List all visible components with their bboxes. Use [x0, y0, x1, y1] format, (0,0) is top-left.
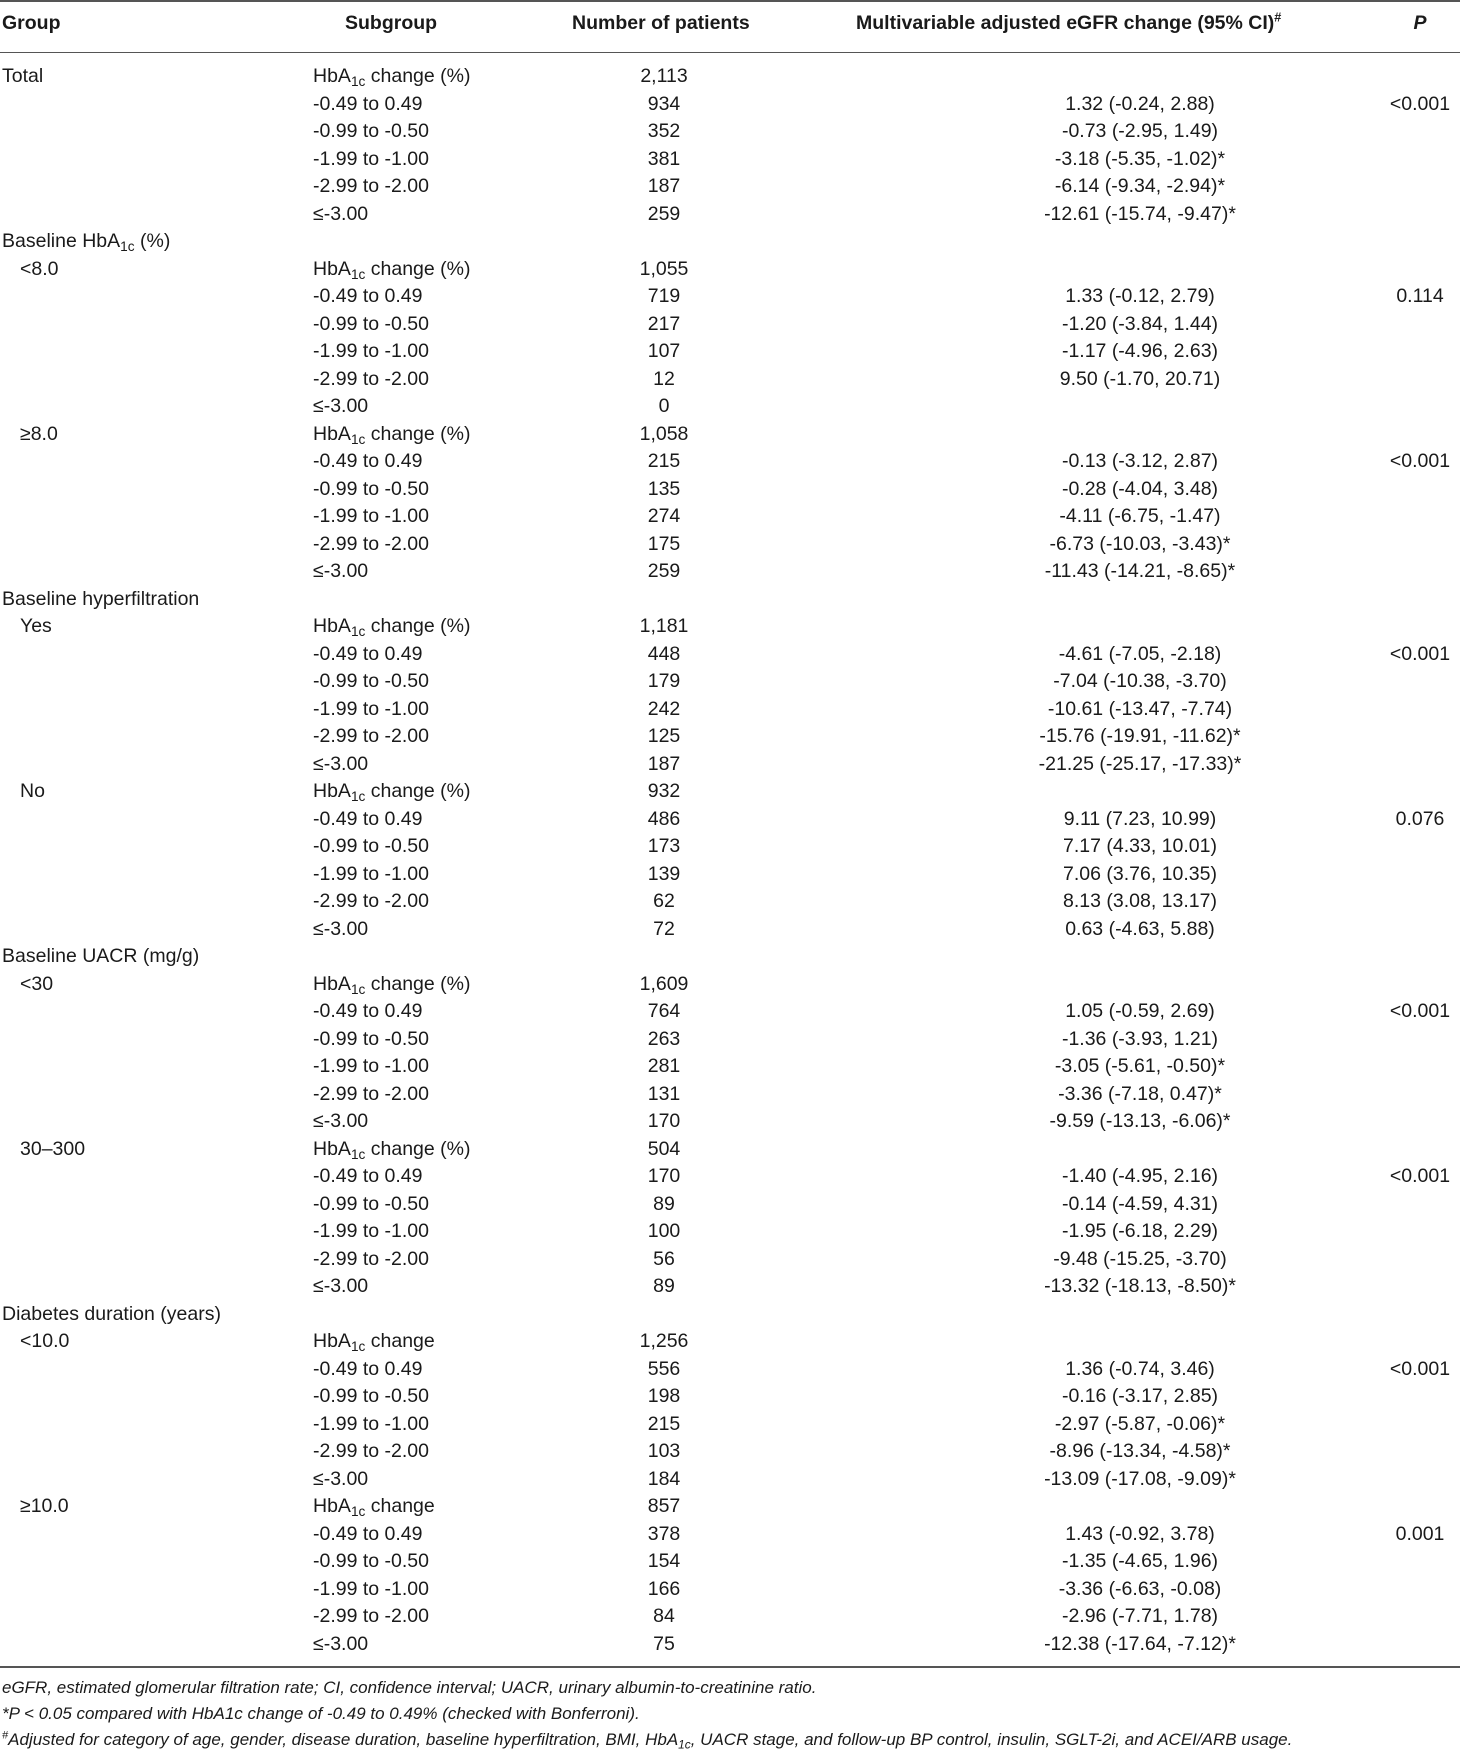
egfr-estimate: 1.36 (-0.74, 3.46)	[1065, 1357, 1215, 1380]
hba1c-suffix: change (%)	[365, 1137, 471, 1160]
band-label: ≤-3.00	[313, 917, 369, 940]
egfr-estimate: 1.32 (-0.24, 2.88)	[1065, 92, 1215, 115]
patients-count: 184	[647, 1467, 681, 1490]
patients-count: 242	[647, 697, 681, 720]
egfr-estimate: -0.16 (-3.17, 2.85)	[1061, 1385, 1219, 1407]
p-value: <0.001	[1389, 1000, 1451, 1022]
header-p-value: P	[1413, 12, 1427, 34]
hba1c-sub: 1c	[350, 74, 366, 90]
egfr-estimate: -1.17 (-4.96, 2.63)	[1061, 340, 1219, 362]
band-label: -1.99 to -1.00	[313, 1055, 429, 1077]
band-label: -0.49 to 0.49	[313, 1522, 423, 1545]
p-value: <0.001	[1389, 1357, 1451, 1380]
egfr-estimate: -3.18 (-5.35, -1.02)*	[1054, 147, 1226, 170]
patients-count: 100	[647, 1220, 681, 1242]
egfr-estimate: -1.35 (-4.65, 1.96)	[1061, 1550, 1219, 1572]
band-label: -2.99 to -2.00	[313, 367, 429, 390]
hba1c-suffix: change (%)	[365, 780, 471, 802]
patients-count: 170	[647, 1110, 681, 1132]
footnote-adjustment	[2, 1729, 1292, 1751]
group-label: ≥8.0	[20, 422, 58, 445]
band-label: -2.99 to -2.00	[313, 1247, 429, 1270]
egfr-estimate: -3.36 (-7.18, 0.47)*	[1058, 1082, 1222, 1105]
egfr-estimate: -8.96 (-13.34, -4.58)*	[1049, 1440, 1231, 1462]
band-label: -2.99 to -2.00	[313, 175, 429, 197]
header-adjusted-egfr-change	[856, 10, 1281, 36]
hba1c-text: HbA	[313, 1137, 351, 1160]
band-label: -1.99 to -1.00	[313, 697, 429, 720]
p-value: 0.076	[1395, 807, 1445, 830]
band-label: -0.49 to 0.49	[313, 450, 423, 472]
section-label-text: Baseline hyperfiltration	[2, 587, 200, 610]
band-label: -1.99 to -1.00	[313, 147, 429, 170]
footnote-adjustment-after: , UACR stage, and follow-up BP control, insulin, SGLT-2i, and ACEI/ARB usage.	[690, 1730, 1293, 1749]
patients-count: 448	[647, 642, 681, 665]
egfr-estimate: -1.40 (-4.95, 2.16)	[1061, 1165, 1219, 1187]
patients-count: 62	[653, 890, 675, 912]
egfr-estimate: -4.61 (-7.05, -2.18)	[1058, 642, 1222, 665]
hba1c-change-label	[313, 971, 471, 997]
group-label: 30–300	[20, 1137, 86, 1160]
egfr-estimate: 7.17 (4.33, 10.01)	[1063, 835, 1217, 857]
egfr-estimate: -9.48 (-15.25, -3.70)	[1053, 1247, 1227, 1270]
table-bottom-rule	[0, 1666, 1460, 1668]
band-label: ≤-3.00	[313, 560, 369, 582]
hba1c-change-label	[313, 256, 471, 282]
group-label: <10.0	[20, 1330, 70, 1352]
patients-count: 135	[647, 477, 681, 500]
header-subgroup: Subgroup	[345, 12, 438, 34]
total-patients: 1,181	[639, 615, 689, 637]
patients-count: 198	[647, 1385, 681, 1407]
band-label: -0.49 to 0.49	[313, 1357, 423, 1380]
patients-count: 215	[647, 450, 681, 472]
hba1c-change-label	[313, 1328, 435, 1354]
patients-count: 12	[653, 367, 675, 390]
patients-count: 274	[647, 505, 681, 527]
band-label: ≤-3.00	[313, 752, 369, 775]
band-label: -1.99 to -1.00	[313, 1577, 429, 1600]
hba1c-sub: 1c	[350, 624, 366, 640]
total-patients: 504	[647, 1137, 681, 1160]
header-estimate-sup: #	[1274, 10, 1282, 25]
band-label: -2.99 to -2.00	[313, 725, 429, 747]
total-patients: 1,058	[639, 422, 689, 445]
egfr-estimate: -2.96 (-7.71, 1.78)	[1061, 1605, 1219, 1627]
footnote-abbreviations: eGFR, estimated glomerular filtration rate; CI, confidence interval; UACR, urinary albumin-to-creatinine ratio.	[2, 1678, 817, 1697]
patients-count: 75	[653, 1632, 675, 1655]
hba1c-sub: 1c	[350, 431, 366, 447]
band-label: -0.99 to -0.50	[313, 1385, 429, 1407]
egfr-estimate: -15.76 (-19.91, -11.62)*	[1039, 725, 1241, 747]
patients-count: 352	[647, 120, 681, 142]
section-label-text: Baseline UACR (mg/g)	[2, 945, 200, 967]
patients-count: 0	[658, 395, 670, 417]
patients-count: 175	[647, 532, 681, 555]
header-bottom-rule	[0, 52, 1460, 53]
band-label: ≤-3.00	[313, 1632, 369, 1655]
band-label: -2.99 to -2.00	[313, 1605, 429, 1627]
total-patients: 2,113	[640, 65, 688, 87]
patients-count: 556	[647, 1357, 681, 1380]
header-number-of-patients: Number of patients	[572, 12, 750, 34]
egfr-estimate: -0.14 (-4.59, 4.31)	[1061, 1192, 1219, 1215]
egfr-estimate: -1.95 (-6.18, 2.29)	[1061, 1220, 1219, 1242]
hba1c-text: HbA	[313, 1330, 351, 1352]
band-label: -0.49 to 0.49	[313, 285, 423, 307]
hba1c-suffix: change	[365, 1330, 435, 1352]
band-label: -0.49 to 0.49	[313, 1165, 423, 1187]
egfr-estimate: -0.13 (-3.12, 2.87)	[1061, 450, 1219, 472]
egfr-estimate: -4.11 (-6.75, -1.47)	[1059, 505, 1221, 527]
total-patients: 932	[647, 780, 681, 802]
section-label-sub: 1c	[120, 239, 135, 255]
egfr-estimate: 0.63 (-4.63, 5.88)	[1065, 917, 1215, 940]
egfr-estimate: 9.11 (7.23, 10.99)	[1063, 807, 1217, 830]
hba1c-suffix: change (%)	[365, 257, 471, 280]
hba1c-suffix: change (%)	[365, 422, 471, 445]
band-label: -2.99 to -2.00	[313, 1082, 429, 1105]
hba1c-suffix: change (%)	[365, 65, 471, 87]
hba1c-sub: 1c	[350, 266, 366, 282]
patients-count: 170	[647, 1165, 681, 1187]
band-label: ≤-3.00	[313, 1467, 369, 1490]
egfr-estimate: -13.09 (-17.08, -9.09)*	[1044, 1467, 1236, 1490]
patients-count: 187	[647, 175, 681, 197]
hba1c-sub: 1c	[350, 789, 366, 805]
footnote-significance: *P < 0.05 compared with HbA1c change of -0.49 to 0.49% (checked with Bonferroni).	[2, 1704, 640, 1723]
hba1c-change-label	[313, 1493, 435, 1519]
band-label: ≤-3.00	[313, 1110, 369, 1132]
band-label: -1.99 to -1.00	[313, 1412, 429, 1435]
hba1c-change-label	[313, 1136, 471, 1162]
p-value: 0.001	[1395, 1522, 1445, 1545]
hba1c-sub: 1c	[350, 1504, 366, 1520]
hba1c-suffix: change (%)	[365, 615, 471, 637]
group-label: Yes	[20, 615, 52, 637]
patients-count: 173	[647, 835, 681, 857]
hba1c-text: HbA	[313, 422, 351, 445]
patients-count: 378	[647, 1522, 681, 1545]
patients-count: 215	[647, 1412, 681, 1435]
egfr-estimate: -6.14 (-9.34, -2.94)*	[1054, 175, 1226, 197]
band-label: -1.99 to -1.00	[313, 505, 429, 527]
total-patients: 857	[647, 1495, 681, 1517]
band-label: -0.99 to -0.50	[313, 1192, 429, 1215]
patients-count: 381	[647, 147, 681, 170]
section-label-text: Baseline HbA	[2, 230, 121, 252]
egfr-estimate: -10.61 (-13.47, -7.74)	[1047, 697, 1233, 720]
band-label: -2.99 to -2.00	[313, 532, 429, 555]
footnote-adjustment-before: Adjusted for category of age, gender, disease duration, baseline hyperfiltration, BMI, HbA	[8, 1730, 679, 1749]
hba1c-change-label	[313, 778, 471, 804]
hba1c-sub: 1c	[350, 1146, 366, 1162]
egfr-estimate: -3.05 (-5.61, -0.50)*	[1054, 1055, 1226, 1077]
egfr-estimate: -21.25 (-25.17, -17.33)*	[1038, 752, 1242, 775]
total-patients: 1,055	[639, 257, 689, 280]
egfr-estimate: -0.73 (-2.95, 1.49)	[1061, 120, 1219, 142]
band-label: ≤-3.00	[313, 1275, 369, 1297]
patients-count: 719	[647, 285, 681, 307]
band-label: ≤-3.00	[313, 202, 369, 225]
patients-count: 84	[653, 1605, 675, 1627]
p-value: <0.001	[1389, 642, 1451, 665]
patients-count: 56	[653, 1247, 675, 1270]
band-label: -0.49 to 0.49	[313, 1000, 423, 1022]
band-label: -1.99 to -1.00	[313, 1220, 429, 1242]
patients-count: 764	[647, 1000, 681, 1022]
patients-count: 934	[647, 92, 681, 115]
patients-count: 89	[653, 1192, 675, 1215]
band-label: -2.99 to -2.00	[313, 1440, 429, 1462]
band-label: -2.99 to -2.00	[313, 890, 429, 912]
egfr-estimate: 7.06 (3.76, 10.35)	[1063, 862, 1217, 885]
patients-count: 107	[647, 340, 681, 362]
band-label: -0.49 to 0.49	[313, 807, 423, 830]
egfr-estimate: 9.50 (-1.70, 20.71)	[1059, 367, 1221, 390]
patients-count: 281	[647, 1055, 681, 1077]
p-value: <0.001	[1389, 92, 1451, 115]
section-label	[2, 228, 170, 254]
footnote-hash-mark: #	[2, 1729, 9, 1742]
hba1c-sub: 1c	[350, 981, 366, 997]
group-label: Total	[2, 65, 44, 87]
patients-count: 187	[647, 752, 681, 775]
egfr-estimate: -3.36 (-6.63, -0.08)	[1058, 1577, 1222, 1600]
patients-count: 131	[647, 1082, 681, 1105]
p-value: 0.114	[1396, 285, 1444, 307]
hba1c-text: HbA	[313, 65, 351, 87]
hba1c-change-label	[313, 613, 471, 639]
egfr-estimate: 8.13 (3.08, 13.17)	[1063, 890, 1217, 912]
hba1c-sub: 1c	[350, 1339, 366, 1355]
egfr-estimate: -6.73 (-10.03, -3.43)*	[1049, 532, 1231, 555]
patients-count: 72	[653, 917, 675, 940]
patients-count: 89	[653, 1275, 675, 1297]
total-patients: 1,609	[639, 972, 689, 995]
section-label-text: Diabetes duration (years)	[2, 1302, 221, 1325]
p-value: <0.001	[1389, 1165, 1451, 1187]
egfr-estimate: -13.32 (-18.13, -8.50)*	[1044, 1275, 1236, 1297]
hba1c-text: HbA	[313, 615, 351, 637]
total-patients: 1,256	[639, 1330, 689, 1352]
egfr-estimate: -11.43 (-14.21, -8.65)*	[1044, 560, 1236, 582]
patients-count: 166	[647, 1577, 681, 1600]
band-label: -0.99 to -0.50	[313, 835, 429, 857]
egfr-estimate: -1.36 (-3.93, 1.21)	[1061, 1027, 1219, 1050]
egfr-estimate: -9.59 (-13.13, -6.06)*	[1049, 1110, 1231, 1132]
p-value: <0.001	[1389, 450, 1451, 472]
patients-count: 103	[647, 1440, 681, 1462]
band-label: -0.99 to -0.50	[313, 120, 429, 142]
egfr-estimate: 1.05 (-0.59, 2.69)	[1065, 1000, 1215, 1022]
patients-count: 139	[647, 862, 681, 885]
patients-count: 486	[647, 807, 681, 830]
section-label	[2, 586, 199, 612]
band-label: -0.49 to 0.49	[313, 642, 423, 665]
hba1c-change-label	[313, 63, 471, 89]
header-group: Group	[2, 12, 61, 34]
egfr-estimate: -2.97 (-5.87, -0.06)*	[1054, 1412, 1226, 1435]
egfr-estimate: -12.38 (-17.64, -7.12)*	[1044, 1632, 1236, 1655]
band-label: -0.99 to -0.50	[313, 477, 429, 500]
group-label: <30	[20, 972, 54, 995]
footnote-adjustment-sub: 1c	[678, 1737, 691, 1752]
hba1c-text: HbA	[313, 1495, 351, 1517]
hba1c-change-label	[313, 421, 471, 447]
band-label: -0.49 to 0.49	[313, 92, 423, 115]
section-label	[2, 1301, 221, 1327]
section-label	[2, 943, 199, 969]
header-estimate-text: Multivariable adjusted eGFR change (95% CI)	[856, 12, 1275, 34]
patients-count: 125	[647, 725, 681, 747]
egfr-estimate: 1.43 (-0.92, 3.78)	[1065, 1522, 1215, 1545]
hba1c-text: HbA	[313, 972, 351, 995]
hba1c-text: HbA	[313, 257, 351, 280]
group-label: No	[20, 780, 45, 802]
hba1c-suffix: change	[365, 1495, 435, 1517]
band-label: -1.99 to -1.00	[313, 862, 429, 885]
table-top-rule	[0, 0, 1460, 2]
band-label: -0.99 to -0.50	[313, 670, 429, 692]
group-label: <8.0	[20, 257, 59, 280]
patients-count: 217	[647, 312, 681, 335]
egfr-estimate: -0.28 (-4.04, 3.48)	[1061, 477, 1219, 500]
egfr-estimate: -12.61 (-15.74, -9.47)*	[1044, 202, 1236, 225]
patients-count: 154	[647, 1550, 681, 1572]
section-label-after: (%)	[134, 230, 171, 252]
band-label: -0.99 to -0.50	[313, 1027, 429, 1050]
band-label: -0.99 to -0.50	[313, 1550, 429, 1572]
egfr-estimate: 1.33 (-0.12, 2.79)	[1065, 285, 1215, 307]
patients-count: 259	[647, 202, 681, 225]
band-label: ≤-3.00	[313, 395, 369, 417]
group-label: ≥10.0	[20, 1495, 69, 1517]
band-label: -1.99 to -1.00	[313, 340, 429, 362]
egfr-estimate: -1.20 (-3.84, 1.44)	[1061, 312, 1219, 335]
egfr-estimate: -7.04 (-10.38, -3.70)	[1053, 670, 1227, 692]
patients-count: 179	[647, 670, 681, 692]
hba1c-text: HbA	[313, 780, 351, 802]
hba1c-suffix: change (%)	[365, 972, 471, 995]
patients-count: 259	[647, 560, 681, 582]
band-label: -0.99 to -0.50	[313, 312, 429, 335]
patients-count: 263	[647, 1027, 681, 1050]
